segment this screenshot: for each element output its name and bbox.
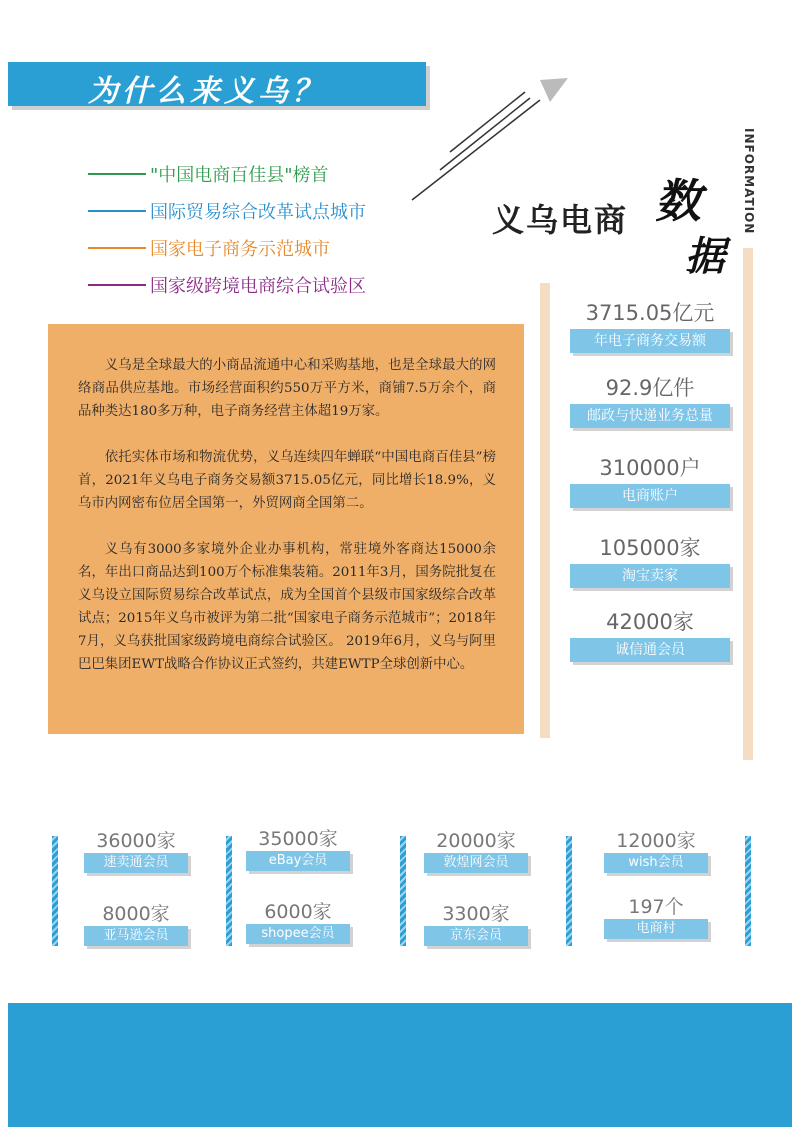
bullet-line <box>88 284 146 286</box>
platform-stat <box>424 899 528 946</box>
stat-value: 20000家 <box>436 830 516 852</box>
stat-label: 京东会员 <box>424 926 528 946</box>
bullet-line <box>88 210 146 212</box>
stat-label: 亚马逊会员 <box>84 926 188 946</box>
intro-text-box <box>48 324 524 734</box>
stat-value: 36000家 <box>96 830 176 852</box>
brand-title: 义乌电商 <box>492 201 629 239</box>
bullet-line <box>88 247 146 249</box>
bullet-line <box>88 173 146 175</box>
stat-label: wish会员 <box>604 853 708 873</box>
stat-card <box>570 452 730 508</box>
stat-value: 42000家 <box>606 610 694 634</box>
stat-label: eBay会员 <box>246 851 350 871</box>
stripe-marker <box>745 836 751 946</box>
stat-label: 淘宝卖家 <box>570 564 730 588</box>
highlight-text: 国家电子商务示范城市 <box>150 238 330 260</box>
title-banner <box>8 62 426 109</box>
stat-value: 3300家 <box>442 903 510 925</box>
stat-value: 8000家 <box>102 903 170 925</box>
brand-char-2: 据 <box>685 234 725 280</box>
highlight-list <box>88 155 366 303</box>
stripe-marker <box>52 836 58 946</box>
platform-stat <box>604 826 708 873</box>
page-title: 为什么来义乌？ <box>88 74 326 109</box>
stat-card <box>570 297 730 353</box>
stat-label: 电商账户 <box>570 484 730 508</box>
stat-label: 诚信通会员 <box>570 638 730 662</box>
brand-char-1: 数 <box>655 174 701 228</box>
left-stripe <box>540 283 550 738</box>
intro-paragraph: 义乌有3000多家境外企业办事机构，常驻境外客商达15000余名，年出口商品达到100万个标准集装箱。2011年3月，国务院批复在义乌设立国际贸易综合改革试点，成为全国首个县级市国家级综合改革试点；2015年义乌市被评为第二批“国家电子商务示范城市”；2018年7月，义乌获批国家级跨境电商综合试验区。 2019年6月，义乌与阿里巴巴集团EWT战略合作协议正式签约，共建EWTP全球创新中心。 <box>78 542 496 672</box>
highlight-text: 国家级跨境电商综合试验区 <box>150 275 366 297</box>
highlight-item <box>88 229 366 266</box>
stat-label: 邮政与快递业务总量 <box>570 404 730 428</box>
stripe-marker <box>400 836 406 946</box>
stat-label: 敦煌网会员 <box>424 853 528 873</box>
stripe-marker <box>566 836 572 946</box>
highlight-item <box>88 192 366 229</box>
highlight-item <box>88 266 366 303</box>
decorative-lines <box>400 70 570 210</box>
stat-value: 92.9亿件 <box>605 376 695 400</box>
stat-card <box>570 606 730 662</box>
stat-value: 35000家 <box>258 828 338 850</box>
stat-value: 105000家 <box>599 536 701 560</box>
stat-card <box>570 372 730 428</box>
stat-card <box>570 532 730 588</box>
highlight-text: "中国电商百佳县"榜首 <box>150 164 329 186</box>
platform-stat <box>246 897 350 944</box>
stat-label: 年电子商务交易额 <box>570 329 730 353</box>
stat-label: shopee会员 <box>246 924 350 944</box>
platform-stat <box>84 899 188 946</box>
platform-stat <box>84 826 188 873</box>
stat-value: 6000家 <box>264 901 332 923</box>
intro-paragraph: 依托实体市场和物流优势，义乌连续四年蝉联“中国电商百佳县”榜首，2021年义乌电子商务交易额3715.05亿元，同比增长18.9%，义乌市内网密布位居全国第一，外贸网商全国第二。 <box>78 450 496 511</box>
platform-stat <box>604 892 708 939</box>
footer-band <box>8 1003 792 1127</box>
stat-label: 电商村 <box>604 919 708 939</box>
right-stripe <box>743 248 753 760</box>
platform-stat <box>424 826 528 873</box>
information-label: INFORMATION <box>742 128 756 235</box>
platform-stat <box>246 824 350 871</box>
highlight-item <box>88 155 366 192</box>
stat-value: 3715.05亿元 <box>585 301 715 325</box>
stripe-marker <box>226 836 232 946</box>
stat-label: 速卖通会员 <box>84 853 188 873</box>
stat-value: 310000户 <box>599 456 701 480</box>
stat-value: 197个 <box>628 896 684 918</box>
intro-paragraph: 义乌是全球最大的小商品流通中心和采购基地，也是全球最大的网络商品供应基地。市场经营面积约550万平方米，商铺7.5万余个，商品种类达180多万种，电子商务经营主体超19万家。 <box>78 358 496 419</box>
highlight-text: 国际贸易综合改革试点城市 <box>150 201 366 223</box>
stat-value: 12000家 <box>616 830 696 852</box>
